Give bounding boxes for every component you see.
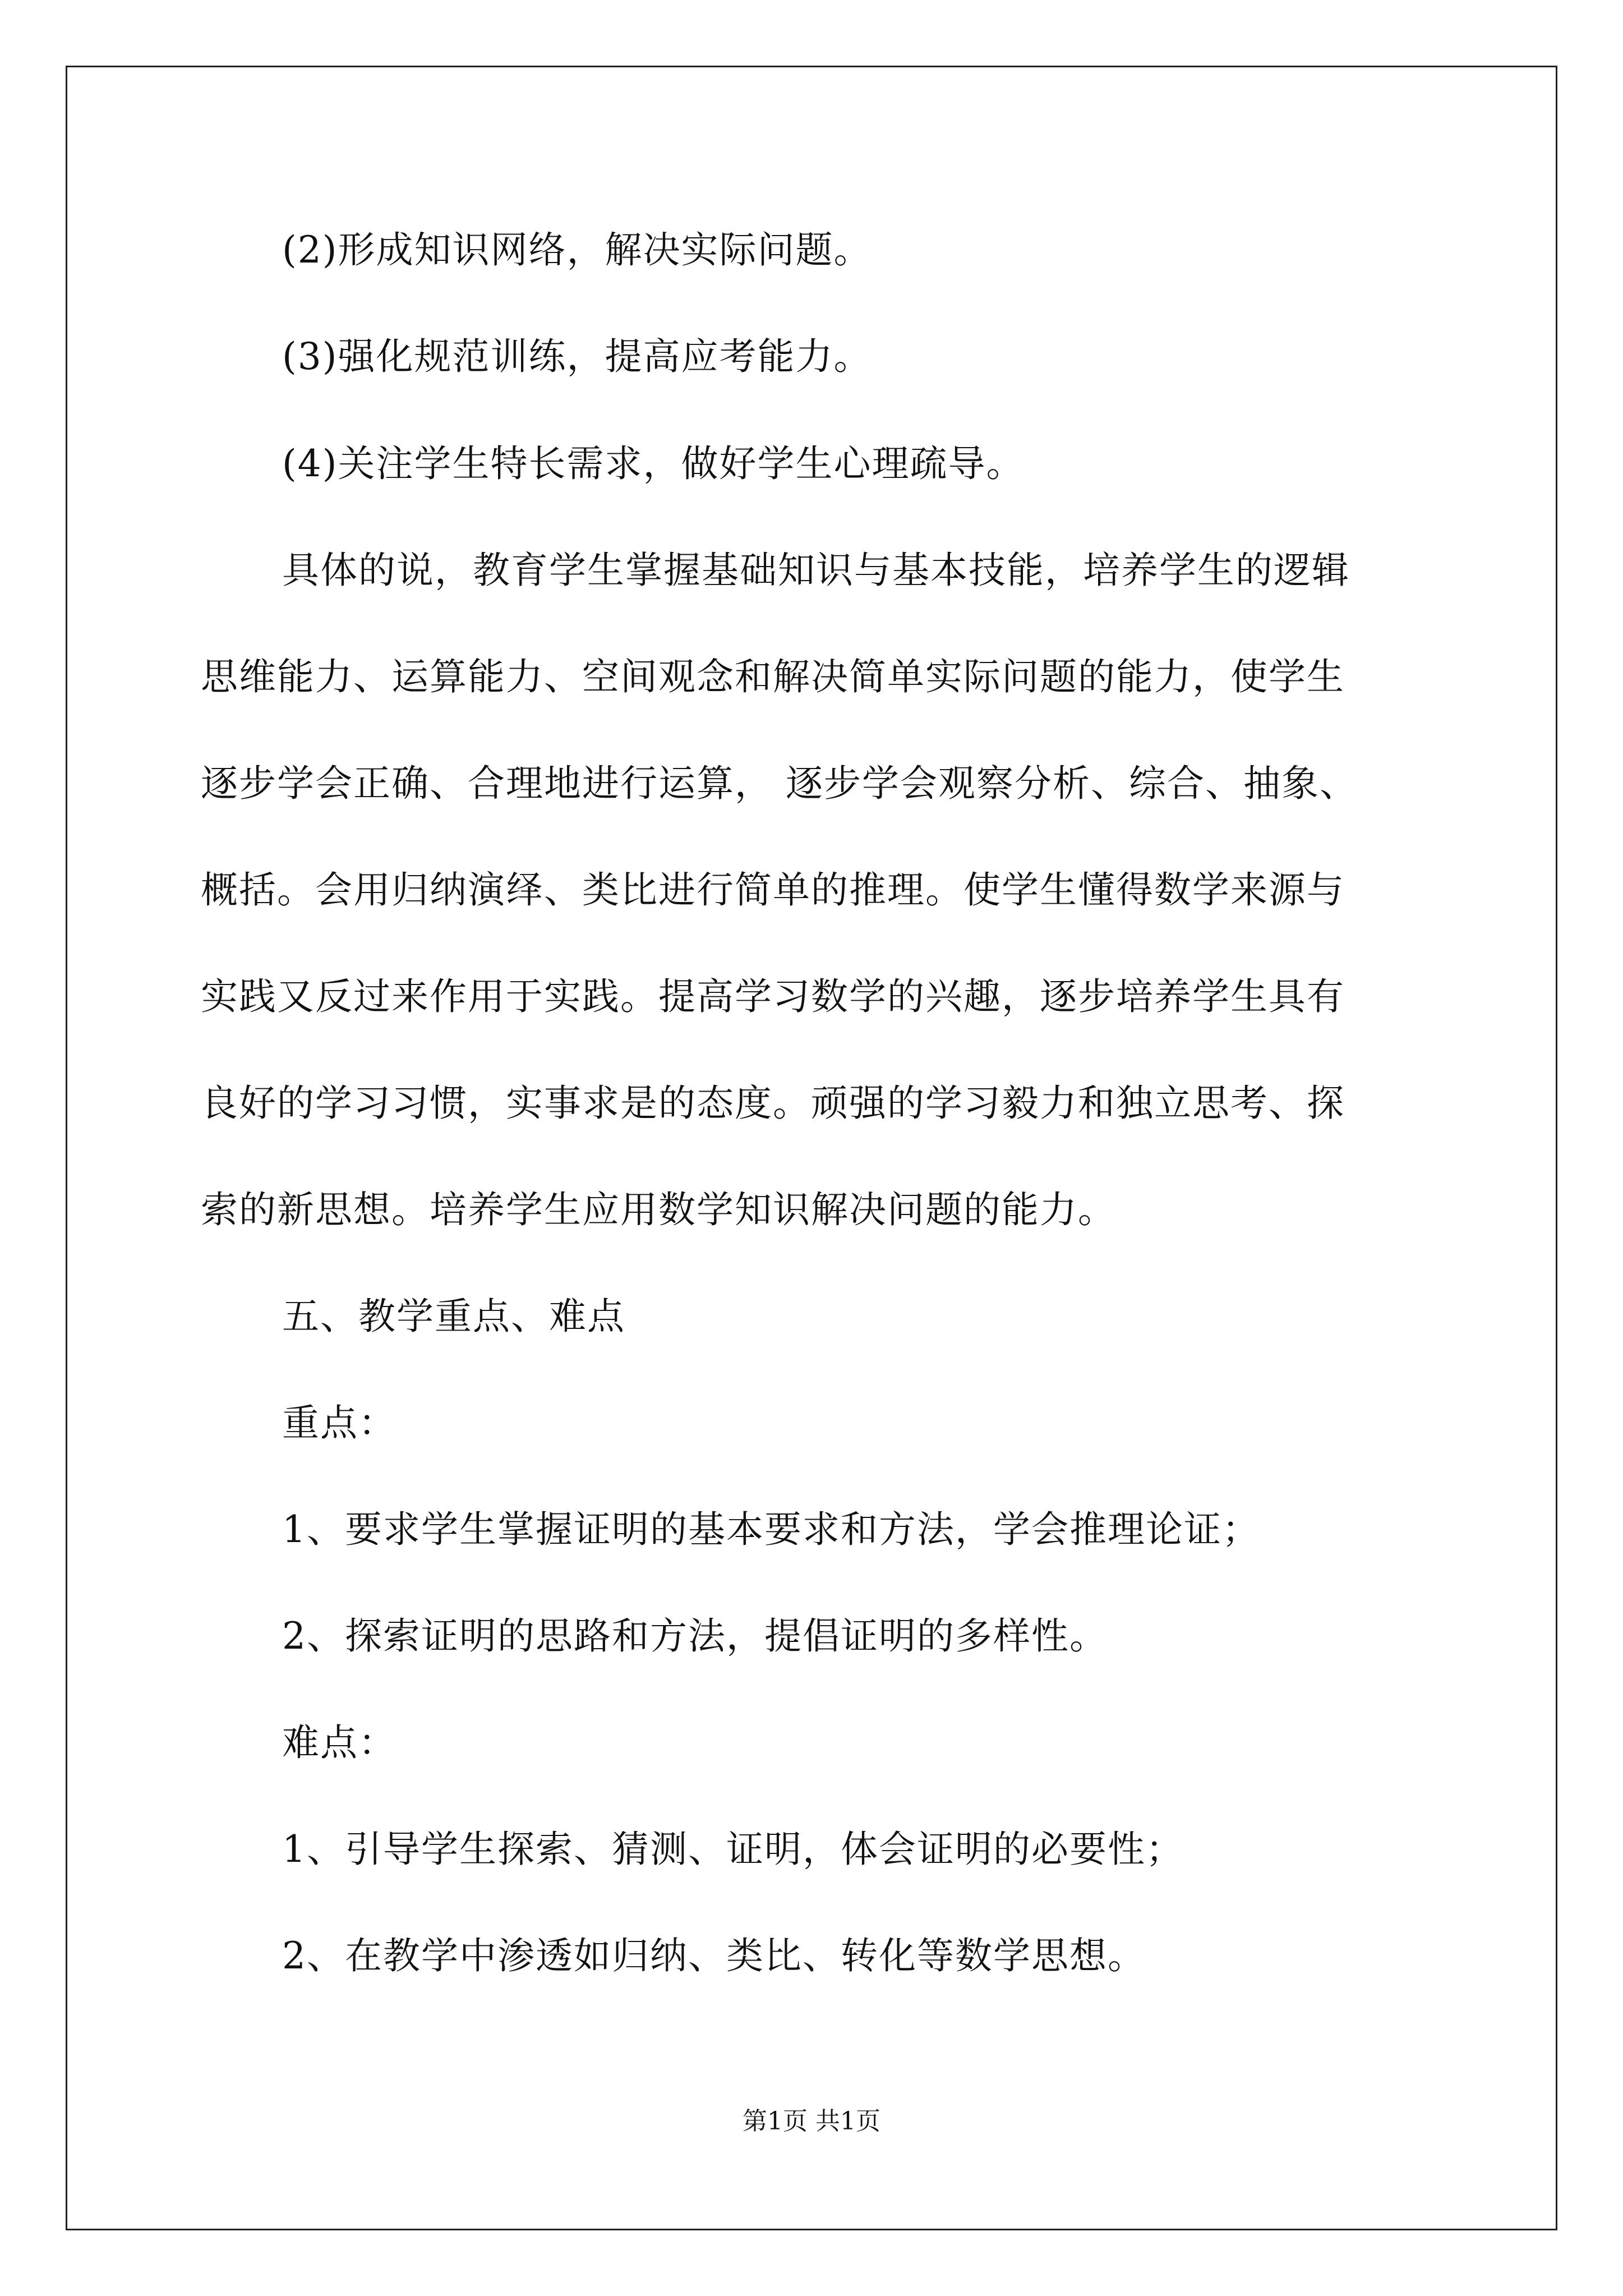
paragraph-line-6: 良好的学习习惯，实事求是的态度。顽强的学习毅力和独立思考、探 [201, 1082, 1345, 1125]
key-point-1: 1、要求学生掌握证明的基本要求和方法，学会推理论证； [282, 1508, 1260, 1551]
paragraph-line-2: 思维能力、运算能力、空间观念和解决简单实际问题的能力，使学生 [201, 655, 1345, 698]
paragraph-line-1: 具体的说，教育学生掌握基础知识与基本技能，培养学生的逻辑 [282, 549, 1350, 592]
key-point-2: 2、探索证明的思路和方法，提倡证明的多样性。 [282, 1614, 1108, 1658]
paragraph-line-3: 逐步学会正确、合理地进行运算， 逐步学会观察分析、综合、抽象、 [201, 762, 1358, 805]
key-points-label: 重点： [282, 1401, 396, 1444]
list-item-4: (4)关注学生特长需求，做好学生心理疏导。 [282, 442, 1025, 485]
paragraph-line-5: 实践又反过来作用于实践。提高学习数学的兴趣，逐步培养学生具有 [201, 975, 1345, 1018]
difficult-point-1: 1、引导学生探索、猜测、证明，体会证明的必要性； [282, 1828, 1184, 1871]
page-border [66, 66, 1557, 2230]
difficult-point-2: 2、在教学中渗透如归纳、类比、转化等数学思想。 [282, 1934, 1146, 1977]
paragraph-line-4: 概括。会用归纳演绎、类比进行简单的推理。使学生懂得数学来源与 [201, 868, 1345, 912]
list-item-3: (3)强化规范训练，提高应考能力。 [282, 335, 872, 378]
section-heading: 五、教学重点、难点 [282, 1295, 625, 1338]
page-footer: 第1页 共1页 [743, 2107, 880, 2136]
paragraph-line-7: 索的新思想。培养学生应用数学知识解决问题的能力。 [201, 1188, 1116, 1231]
difficult-points-label: 难点： [282, 1721, 396, 1764]
list-item-2: (2)形成知识网络，解决实际问题。 [282, 228, 872, 272]
